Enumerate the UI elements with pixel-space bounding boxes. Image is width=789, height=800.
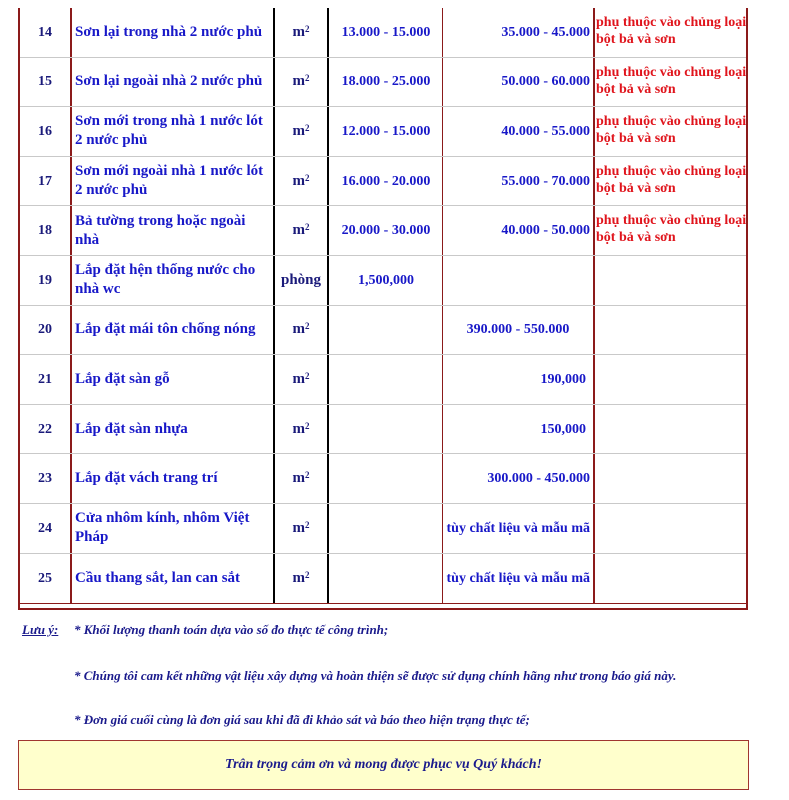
table-row xyxy=(20,454,746,504)
labor-price: 20.000 - 30.000 xyxy=(341,223,431,239)
item-name: Lắp đặt mái tôn chống nóng xyxy=(75,321,256,338)
item-note: phụ thuộc vào chủng loại bột bả và sơn xyxy=(596,163,747,196)
item-name: Sơn mới trong nhà 1 nước lót 2 nước phủ xyxy=(75,113,263,149)
item-name: Lắp đặt sàn nhựa xyxy=(75,420,188,437)
item-unit: phòng xyxy=(280,271,322,288)
item-note: phụ thuộc vào chủng loại bột bả và sơn xyxy=(596,64,747,97)
table-row xyxy=(20,157,746,207)
table-bottom-border xyxy=(18,603,748,610)
table-row xyxy=(20,355,746,405)
note-line: * Khối lượng thanh toán dựa vào số đo thực tế công trình; xyxy=(74,622,389,637)
table-row xyxy=(20,256,746,306)
total-price: 190,000 xyxy=(540,371,586,387)
row-number: 24 xyxy=(38,520,52,536)
table-row xyxy=(20,306,746,356)
table-row xyxy=(20,554,746,604)
row-number: 15 xyxy=(38,74,52,90)
item-unit: m $^2$ xyxy=(292,73,310,90)
labor-price: 12.000 - 15.000 xyxy=(341,123,431,139)
row-number: 17 xyxy=(38,173,52,189)
item-unit: m $^2$ xyxy=(292,172,310,189)
row-number: 16 xyxy=(38,123,52,139)
item-unit: m $^2$ xyxy=(292,222,310,239)
table-row xyxy=(20,405,746,455)
labor-price: 1,500,000 xyxy=(358,272,414,288)
row-number: 19 xyxy=(38,272,52,288)
labor-price: 16.000 - 20.000 xyxy=(341,173,431,189)
total-price: 390.000 - 550.000 xyxy=(466,322,570,338)
item-name: Cầu thang sắt, lan can sắt xyxy=(75,569,241,586)
item-unit: m $^2$ xyxy=(292,23,310,40)
item-name: Lắp đặt vách trang trí xyxy=(75,470,218,487)
item-unit: m $^2$ xyxy=(292,370,310,387)
total-price: 40.000 - 50.000 xyxy=(501,223,590,239)
price-table xyxy=(20,8,746,603)
item-name: Sơn mới ngoài nhà 1 nước lót 2 nước phủ xyxy=(75,163,264,199)
item-name: Sơn lại trong nhà 2 nước phủ xyxy=(75,23,263,40)
row-number: 20 xyxy=(38,322,52,338)
item-unit: m $^2$ xyxy=(292,519,310,536)
total-price: 35.000 - 45.000 xyxy=(501,24,590,40)
row-number: 21 xyxy=(38,371,52,387)
note-line: * Đơn giá cuối cùng là đơn giá sau khi đã đi khảo sát và báo theo hiện trạng thực tế; xyxy=(74,712,530,727)
total-price: 300.000 - 450.000 xyxy=(487,471,590,487)
table-row xyxy=(20,58,746,108)
item-name: Sơn lại ngoài nhà 2 nước phủ xyxy=(75,73,263,90)
item-note: phụ thuộc vào chủng loại bột bả và sơn xyxy=(596,15,747,47)
item-unit: m $^2$ xyxy=(292,321,310,338)
table-row xyxy=(20,107,746,157)
total-price: 40.000 - 55.000 xyxy=(501,123,590,139)
item-name: Cửa nhôm kính, nhôm Việt Pháp xyxy=(75,510,250,546)
table-row xyxy=(20,8,746,58)
item-name: Lắp đặt sàn gỗ xyxy=(75,370,170,387)
item-unit: m $^2$ xyxy=(292,569,310,586)
item-unit: m $^2$ xyxy=(292,122,310,139)
note-line: * Chúng tôi cam kết những vật liệu xây dựng và hoàn thiện sẽ được sử dụng chính hãng như trong báo giá này. xyxy=(74,668,677,683)
item-note: phụ thuộc vào chủng loại bột bả và sơn xyxy=(596,213,747,246)
row-number: 14 xyxy=(38,24,52,40)
labor-price: 18.000 - 25.000 xyxy=(341,74,431,90)
labor-price: 13.000 - 15.000 xyxy=(341,24,431,40)
row-number: 25 xyxy=(38,570,52,586)
thanks-banner xyxy=(18,740,749,790)
notes-label: Lưu ý: xyxy=(22,622,59,637)
total-price: 150,000 xyxy=(540,421,586,437)
item-name: Bả tường trong hoặc ngoài nhà xyxy=(75,212,246,248)
row-number: 23 xyxy=(38,471,52,487)
price-remark: tùy chất liệu và mẫu mã xyxy=(446,520,590,536)
table-row xyxy=(20,504,746,554)
item-unit: m $^2$ xyxy=(292,420,310,437)
price-remark: tùy chất liệu và mẫu mã xyxy=(446,570,590,586)
row-number: 18 xyxy=(38,223,52,239)
total-price: 55.000 - 70.000 xyxy=(501,173,590,189)
item-name: Lắp đặt hện thống nước cho nhà wc xyxy=(75,262,256,298)
thanks-message: Trân trọng cảm ơn và mong được phục vụ Quý khách! xyxy=(225,757,542,772)
total-price: 50.000 - 60.000 xyxy=(501,74,590,90)
item-note: phụ thuộc vào chủng loại bột bả và sơn xyxy=(596,114,747,147)
row-number: 22 xyxy=(38,421,52,437)
item-unit: m $^2$ xyxy=(292,470,310,487)
table-row xyxy=(20,206,746,256)
